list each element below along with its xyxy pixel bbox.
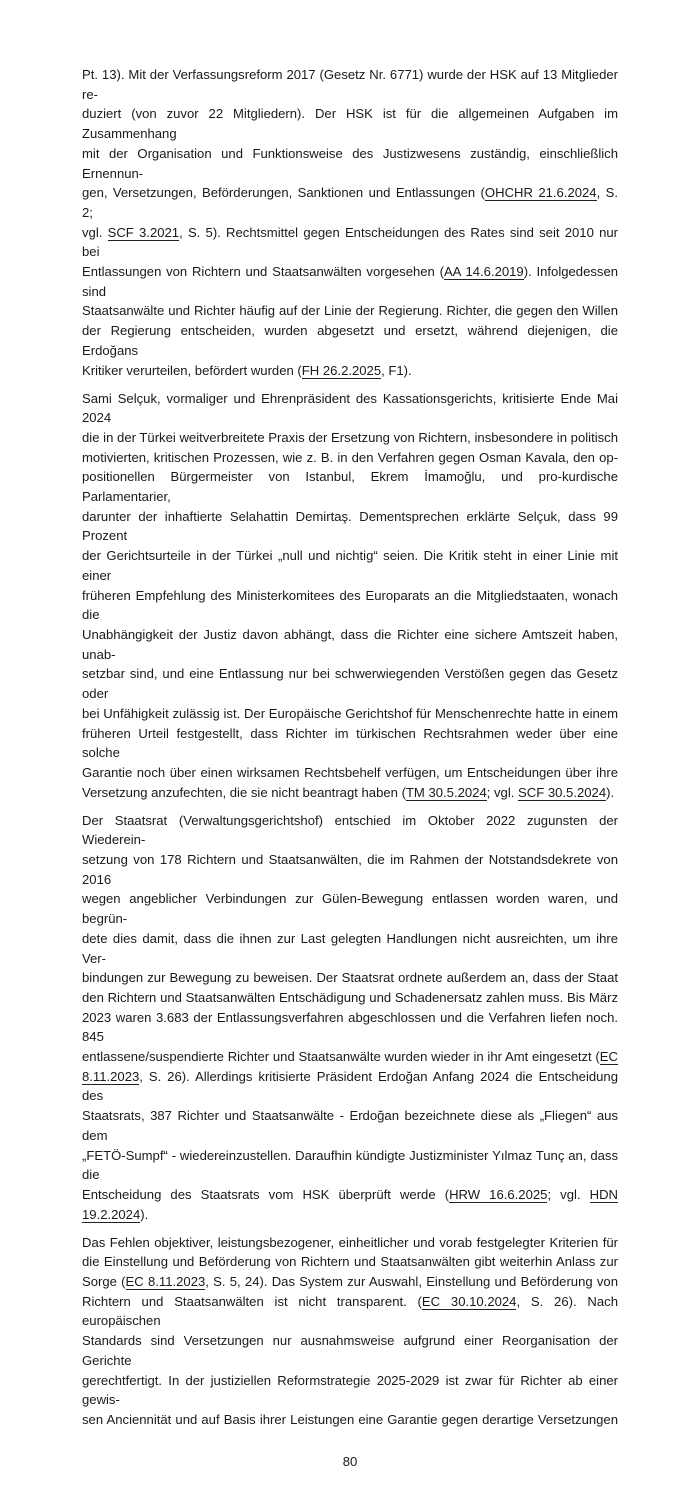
text-line xyxy=(82,724,618,763)
paragraph xyxy=(82,811,618,1225)
text-line xyxy=(82,1292,618,1331)
body-text: entlassene/suspendierte Richter und Staatsanwälte wurden wieder in ihr Amt eingesetzt ( xyxy=(82,1049,600,1065)
body-text: Standards sind Versetzungen nur ausnahmsweise aufgrund einer Reorganisation der Gerichte xyxy=(82,1333,618,1368)
text-line xyxy=(82,467,618,506)
body-text: Richtern und Staatsanwälten ist nicht transparent. ( xyxy=(82,1293,422,1309)
source-citation-link[interactable]: SCF 30.5.2024 xyxy=(518,784,607,800)
text-line xyxy=(82,183,618,222)
body-text: Sami Selçuk, vormaliger und Ehrenpräsident des Kassationsgerichts, kritisierte Ende Mai 2024 xyxy=(82,390,618,426)
body-text: , S. 26). Allerdings kritisierte Präsident Erdoğan Anfang 2024 die Entscheidung des xyxy=(82,1068,618,1104)
body-text: , F1). xyxy=(381,362,412,378)
body-text: Staatsrats, 387 Richter und Staatsanwälte - Erdoğan bezeichnete diese als „Fliegen“ aus dem xyxy=(82,1108,618,1143)
text-line xyxy=(82,763,618,783)
text-line xyxy=(82,361,618,381)
text-line xyxy=(82,988,618,1008)
text-line xyxy=(82,625,618,664)
body-text: mit der Organisation und Funktionsweise des Justizwesens zuständig, einschließlich Ernennun- xyxy=(82,145,618,181)
source-citation-link[interactable]: 8.11.2023 xyxy=(82,1068,140,1084)
body-text: früheren Urteil festgestellt, dass Richter im türkischen Rechtsrahmen weder über eine solche xyxy=(82,725,618,761)
body-text: Garantie noch über einen wirksamen Rechtsbehelf verfügen, um Entscheidungen über ihre xyxy=(82,764,618,780)
body-text: ). Infolgedessen sind xyxy=(82,264,619,299)
source-citation-link[interactable]: SCF 3.2021 xyxy=(107,224,180,240)
text-line xyxy=(82,811,618,850)
body-text: motivierten, kritischen Prozessen, wie z. B. in den Verfahren gegen Osman Kavala, den op- xyxy=(82,449,618,465)
body-text: , S. 26). Nach europäischen xyxy=(82,1293,618,1329)
body-text: bei Unfähigkeit zulässig ist. Der Europäische Gerichtshof für Menschenrechte hatte in einem xyxy=(82,705,618,721)
body-text: die in der Türkei weitverbreitete Praxis der Ersetzung von Richtern, insbesondere in politisch xyxy=(82,429,618,445)
text-line xyxy=(82,448,618,468)
source-citation-link[interactable]: EC 30.10.2024 xyxy=(421,1293,517,1309)
text-line xyxy=(82,546,618,585)
text-line xyxy=(82,389,618,428)
body-text: vgl. xyxy=(82,224,108,240)
text-line xyxy=(82,1185,618,1224)
source-citation-link[interactable]: FH 26.2.2025 xyxy=(301,362,382,378)
body-text: duziert (von zuvor 22 Mitgliedern). Der HSK ist für die allgemeinen Aufgaben im Zusammenhang xyxy=(82,106,618,142)
text-line xyxy=(82,889,618,928)
body-text: den Richtern und Staatsanwälten Entschädigung und Schadenersatz zahlen muss. Bis März xyxy=(82,989,618,1005)
body-text: setzung von 178 Richtern und Staatsanwälten, die im Rahmen der Notstandsdekrete von 2016 xyxy=(82,852,618,887)
text-line xyxy=(82,586,618,625)
paragraph xyxy=(82,65,618,380)
source-citation-link[interactable]: EC xyxy=(599,1049,618,1065)
text-line xyxy=(82,321,618,360)
body-text: darunter der inhaftierte Selahattin Demirtaş. Dementsprechen erklärte Selçuk, dass 99 Prozent xyxy=(82,508,618,544)
body-text: der Regierung entscheiden, wurden abgesetzt und ersetzt, während diejenigen, die Erdoğans xyxy=(82,323,618,358)
text-line xyxy=(82,1331,618,1370)
source-citation-link[interactable]: HDN 19.2.2024 xyxy=(82,1186,618,1222)
body-text: gerechtfertigt. In der justiziellen Reformstrategie 2025-2029 ist zwar für Richter ab einer gewis- xyxy=(82,1372,618,1408)
body-text: Das Fehlen objektiver, leistungsbezogener, einheitlicher und vorab festgelegter Kriterien für xyxy=(82,1234,618,1250)
body-text: die Einstellung und Beförderung von Richtern und Staatsanwälten gibt weiterhin Anlass zur xyxy=(82,1254,618,1270)
text-line xyxy=(82,1146,618,1185)
source-citation-link[interactable]: AA 14.6.2019 xyxy=(443,264,524,280)
body-text: positionellen Bürgermeister von Istanbul, Ekrem İmamoğlu, und pro-kurdische Parlamentarier, xyxy=(82,469,618,505)
paragraph xyxy=(82,389,618,803)
body-text: bindungen zur Bewegung zu beweisen. Der Staatsrat ordnete außerdem an, dass der Staat xyxy=(82,970,618,986)
body-text: Kritiker verurteilen, befördert wurden ( xyxy=(82,362,302,378)
body-text: setzbar sind, und eine Entlassung nur bei schwerwiegenden Verstößen gegen das Gesetz oder xyxy=(82,666,618,702)
source-citation-link[interactable]: HRW 16.6.2025 xyxy=(449,1186,548,1202)
text-line xyxy=(82,929,618,968)
body-text: „FETÖ-Sumpf“ - wiedereinzustellen. Daraufhin kündigte Justizminister Yılmaz Tunç an, dass die xyxy=(82,1147,618,1183)
body-text: Unabhängigkeit der Justiz davon abhängt, dass die Richter eine sichere Amtszeit haben, unab- xyxy=(82,626,618,662)
body-text: , S. 5). Rechtsmittel gegen Entscheidungen des Rates sind seit 2010 nur bei xyxy=(82,224,618,260)
body-text: gen, Versetzungen, Beförderungen, Sanktionen und Entlassungen ( xyxy=(82,185,485,201)
body-text: wegen angeblicher Verbindungen zur Gülen-Bewegung entlassen worden waren, und begrün- xyxy=(82,891,618,927)
paragraph xyxy=(82,1233,618,1430)
source-citation-link[interactable]: EC 8.11.2023 xyxy=(125,1274,206,1290)
body-text: sen Anciennität und auf Basis ihrer Leistungen eine Garantie gegen derartige Versetzungen xyxy=(82,1412,618,1427)
text-line xyxy=(82,704,618,724)
body-text: Sorge ( xyxy=(82,1274,126,1290)
body-text: ). xyxy=(606,784,615,800)
body-text: Entscheidung des Staatsrats vom HSK überprüft werde ( xyxy=(82,1186,450,1202)
text-line xyxy=(82,664,618,703)
body-text: ; vgl. xyxy=(547,1186,590,1202)
text-line xyxy=(82,1106,618,1145)
body-text: dete dies damit, dass die ihnen zur Last gelegten Handlungen nicht ausreichten, um ihre Ver- xyxy=(82,930,618,966)
body-text: Der Staatsrat (Verwaltungsgerichtshof) entschied im Oktober 2022 zugunsten der Wiederein- xyxy=(82,812,618,848)
text-line xyxy=(82,301,618,321)
body-text: Pt. 13). Mit der Verfassungsreform 2017 (Gesetz Nr. 6771) wurde der HSK auf 13 Mitglieder re- xyxy=(82,67,618,102)
text-line xyxy=(82,1410,618,1430)
text-line xyxy=(82,1233,618,1253)
text-line xyxy=(82,1371,618,1410)
text-line xyxy=(82,144,618,183)
text-line xyxy=(82,1008,618,1047)
text-line xyxy=(82,104,618,143)
text-line xyxy=(82,1272,618,1292)
text-line xyxy=(82,783,618,803)
source-citation-link[interactable]: OHCHR 21.6.2024 xyxy=(484,185,597,201)
body-text: Staatsanwälte und Richter häufig auf der Linie der Regierung. Richter, die gegen den Willen xyxy=(82,303,618,319)
body-text: der Gerichtsurteile in der Türkei „null und nichtig“ seien. Die Kritik steht in einer Linie mit einer xyxy=(82,548,618,583)
body-text: ). xyxy=(140,1206,149,1222)
body-text: ; vgl. xyxy=(486,784,519,800)
text-line xyxy=(82,968,618,988)
document-body xyxy=(82,0,618,1430)
text-line xyxy=(82,65,618,104)
text-line xyxy=(82,223,618,262)
body-text: , S. 5, 24). Das System zur Auswahl, Einstellung und Beförderung von xyxy=(205,1274,618,1290)
text-line xyxy=(82,850,618,889)
text-line xyxy=(82,1047,618,1067)
text-line xyxy=(82,1252,618,1272)
text-line xyxy=(82,507,618,546)
body-text: , S. 2; xyxy=(82,185,618,220)
text-line xyxy=(82,262,618,301)
page-number: 80 xyxy=(342,1453,358,1469)
source-citation-link[interactable]: TM 30.5.2024 xyxy=(405,784,487,800)
body-text: Entlassungen von Richtern und Staatsanwälten vorgesehen ( xyxy=(82,264,444,280)
body-text: früheren Empfehlung des Ministerkomitees des Europarats an die Mitgliedstaaten, wonach die xyxy=(82,587,618,623)
body-text: Versetzung anzufechten, die sie nicht beantragt haben ( xyxy=(82,784,406,800)
text-line xyxy=(82,1067,618,1106)
text-line xyxy=(82,428,618,448)
body-text: 2023 waren 3.683 der Entlassungsverfahren abgeschlossen und die Verfahren liefen noch. 845 xyxy=(82,1009,618,1045)
